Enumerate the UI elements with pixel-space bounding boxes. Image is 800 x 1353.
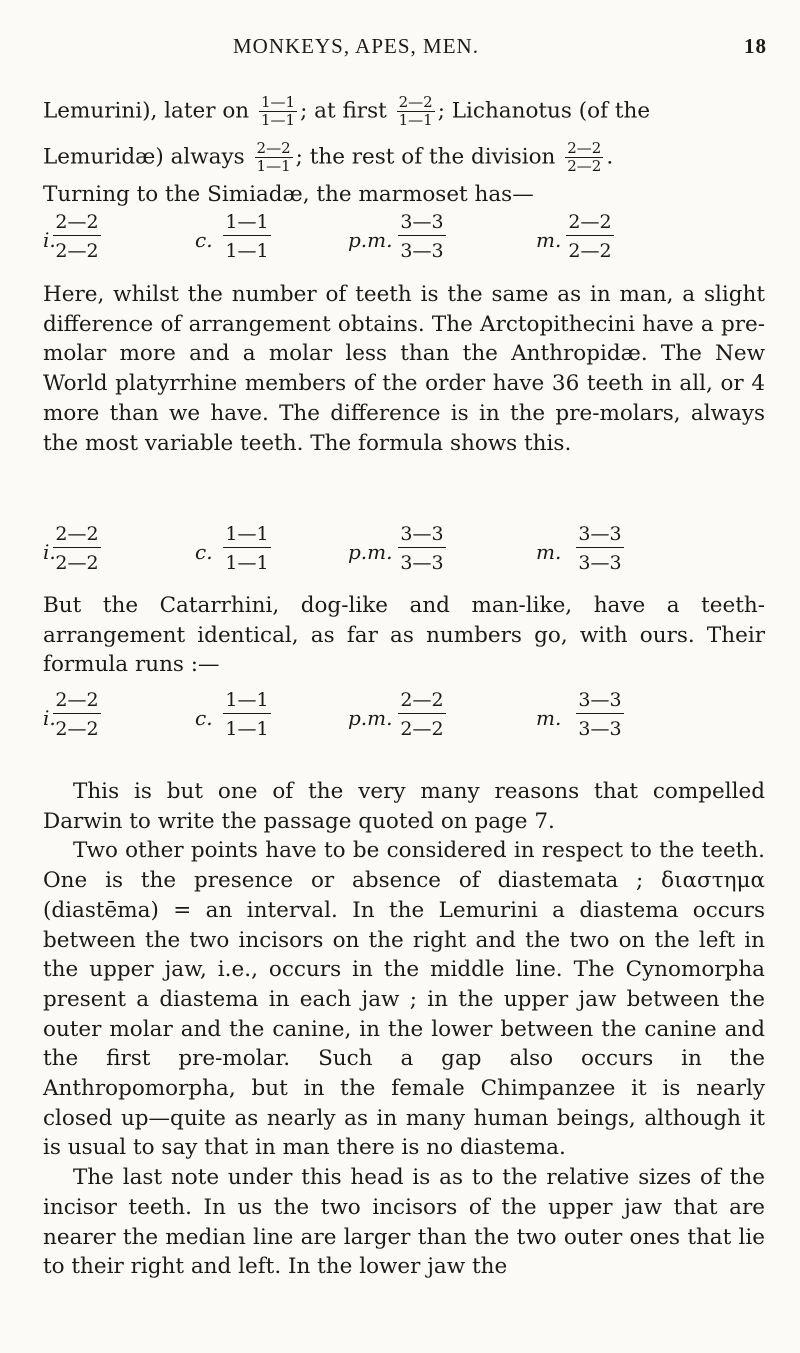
intro-text: ; the rest of the division xyxy=(295,144,556,170)
formula-lower: 2—2 xyxy=(55,240,99,262)
paragraph-darwin: This is but one of the very many reasons that compelled Darwin to write the passage quoted on page 7. xyxy=(43,779,765,834)
paragraph-diastemata: Two other points have to be considered in respect to the teeth. One is the presence or absence of diastemata ; διαστημα (diastēma) = an interval. In the Lemurini a diastema occurs between the two incisors on the right and the two on the left in the upper jaw, i.e., occurs in the middle line. The Cynomorpha present a diastema in each jaw ; in the upper jaw between the outer molar and the canine, in the lower between the canine and the first pre-molar. Such a gap also occurs in the Anthropomorpha, but in the female Chimpanzee it is nearly closed up—quite as nearly as in many human beings, although it is usual to say that in man there is no diastema. xyxy=(43,838,765,1161)
fraction-denominator: 1—1 xyxy=(260,111,296,129)
formula-lower: 1—1 xyxy=(225,552,269,574)
label-premolars: p.m. xyxy=(348,540,393,564)
formula-lower: 1—1 xyxy=(225,718,269,740)
label-canines: c. xyxy=(195,706,213,730)
formula-upper: 1—1 xyxy=(225,211,269,233)
page-number: 18 xyxy=(744,34,767,58)
fraction-numerator: 2—2 xyxy=(567,139,602,157)
fraction-denominator: 1—1 xyxy=(398,111,433,129)
intro-text: Lemurini), later on xyxy=(43,98,250,124)
label-premolars: p.m. xyxy=(348,228,393,252)
intro-line-1 xyxy=(43,94,763,129)
label-incisors: i. xyxy=(43,228,56,252)
label-premolars: p.m. xyxy=(348,706,393,730)
formula-upper: 3—3 xyxy=(578,689,622,711)
intro-text: . xyxy=(606,144,614,170)
formula-lower: 3—3 xyxy=(578,718,622,740)
label-molars: m. xyxy=(536,540,562,564)
label-canines: c. xyxy=(195,228,213,252)
paragraph: Here, whilst the number of teeth is the same as in man, a slight difference of arrangement obtains. The Arctopithecini have a pre-molar more and a molar less than the Anthropidæ. The New World platyrrhine members of the order have 36 teeth in all, or 4 more than we have. The difference is in the pre-molars, always the most variable teeth. The formula shows this. xyxy=(43,282,765,456)
formula-upper: 1—1 xyxy=(225,689,269,711)
formula-upper: 2—2 xyxy=(400,689,444,711)
fraction-numerator: 1—1 xyxy=(260,93,296,111)
formula-upper: 3—3 xyxy=(400,211,444,233)
formula-upper: 2—2 xyxy=(55,523,99,545)
paragraph-incisors: The last note under this head is as to the relative sizes of the incisor teeth. In us the two incisors of the upper jaw that are nearer the median line are larger than the two outer ones that lie to their right and left. In the lower jaw the xyxy=(43,1165,765,1280)
formula-lower: 3—3 xyxy=(578,552,622,574)
formula-lower: 1—1 xyxy=(225,240,269,262)
formula-upper: 3—3 xyxy=(578,523,622,545)
label-canines: c. xyxy=(195,540,213,564)
label-molars: m. xyxy=(536,228,562,252)
marmoset-intro: Turning to the Simiadæ, the marmoset has— xyxy=(43,182,534,207)
formula-lower: 3—3 xyxy=(400,552,444,574)
formula-upper: 2—2 xyxy=(55,689,99,711)
dental-fraction xyxy=(259,94,297,129)
intro-text: ; Lichanotus (of the xyxy=(437,98,651,124)
label-molars: m. xyxy=(536,706,562,730)
intro-line-2 xyxy=(43,140,763,175)
paragraph xyxy=(43,777,765,1282)
dental-formula-marmoset xyxy=(43,210,763,272)
fraction-denominator: 1—1 xyxy=(256,157,291,175)
formula-upper: 3—3 xyxy=(400,523,444,545)
intro-text: ; at first xyxy=(300,98,387,124)
formula-lower: 2—2 xyxy=(400,718,444,740)
formula-lower: 3—3 xyxy=(400,240,444,262)
paragraph: But the Catarrhini, dog-like and man-like, have a teeth-arrangement identical, as far as numbers go, with ours. Their formula runs :— xyxy=(43,593,765,678)
intro-text: Lemuridæ) always xyxy=(43,144,245,170)
dental-fraction xyxy=(255,140,293,175)
dental-formula-platyrrhine xyxy=(43,522,763,584)
dental-fraction xyxy=(565,140,603,175)
running-title: MONKEYS, APES, MEN. xyxy=(233,34,479,58)
dental-formula-catarrhine xyxy=(43,688,763,750)
formula-upper: 2—2 xyxy=(55,211,99,233)
label-incisors: i. xyxy=(43,540,56,564)
formula-upper: 2—2 xyxy=(568,211,612,233)
page-header xyxy=(0,34,800,64)
formula-lower: 2—2 xyxy=(55,718,99,740)
formula-lower: 2—2 xyxy=(568,240,612,262)
formula-upper: 1—1 xyxy=(225,523,269,545)
fraction-numerator: 2—2 xyxy=(256,139,291,157)
formula-lower: 2—2 xyxy=(55,552,99,574)
dental-fraction xyxy=(397,94,435,129)
label-incisors: i. xyxy=(43,706,56,730)
fraction-denominator: 2—2 xyxy=(567,157,602,175)
fraction-numerator: 2—2 xyxy=(398,93,433,111)
